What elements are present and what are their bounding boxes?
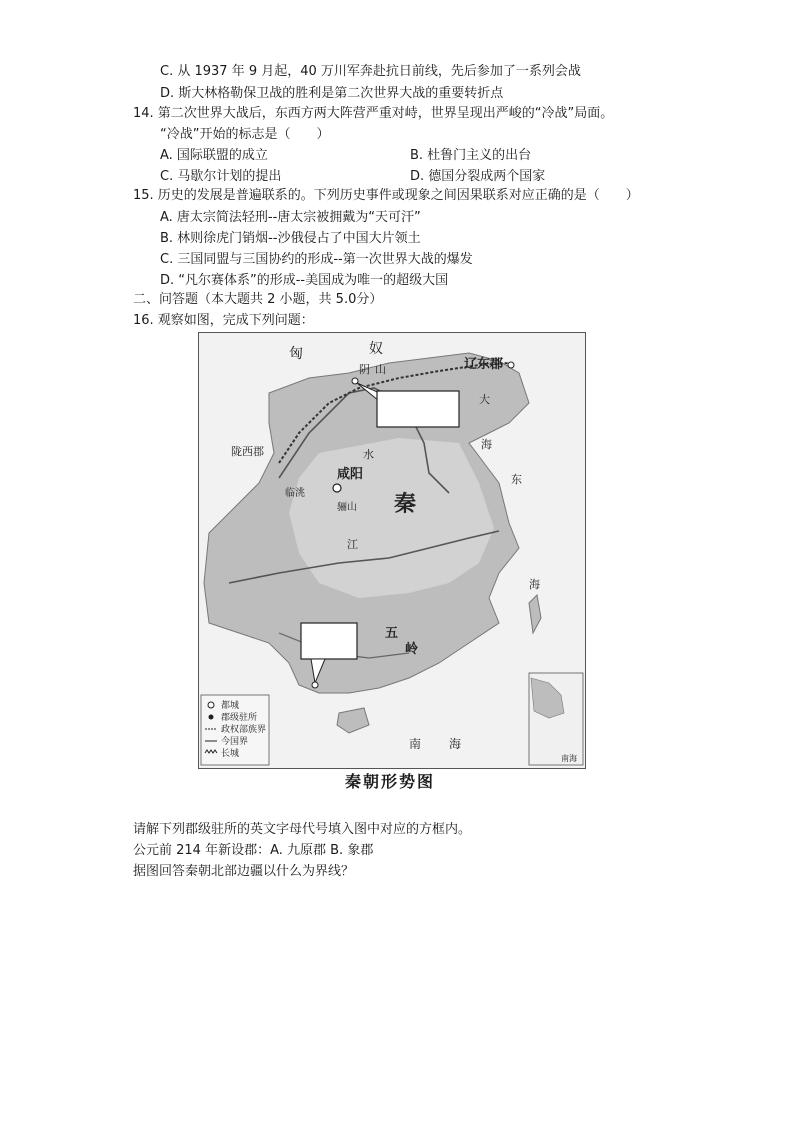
- label-hai2: 海: [529, 578, 540, 591]
- map-caption: 秦朝形势图: [344, 772, 435, 791]
- qin-dynasty-map: [198, 332, 586, 769]
- label-qin: 秦: [394, 491, 417, 517]
- label-longxi: 陇西郡: [231, 445, 264, 458]
- question-14-option-d: D. 德国分裂成两个国家: [410, 169, 546, 184]
- label-shui: 水: [363, 448, 374, 461]
- label-ling: 岭: [405, 642, 419, 657]
- question-14-option-b: B. 杜鲁门主义的出台: [410, 148, 532, 163]
- jiuyuan-marker: [352, 378, 358, 384]
- label-da: 大: [479, 393, 490, 406]
- question-13-option-c: C. 从 1937 年 9 月起，40 万川军奔赴抗日前线，先后参加了一系列会战: [160, 64, 581, 79]
- map-svg: [199, 333, 585, 768]
- inset-label: 南海: [561, 754, 577, 763]
- xianyang-marker: [333, 484, 341, 492]
- label-xiong: 匈: [289, 346, 303, 362]
- label-lintao: 临洮: [285, 488, 305, 499]
- question-14-option-c: C. 马歇尔计划的提出: [160, 169, 282, 184]
- label-liaodong: 辽东郡: [464, 357, 504, 372]
- question-15-option-b: B. 林则徐虎门销烟--沙俄侵占了中国大片领土: [160, 231, 421, 246]
- label-lishan: 骊山: [337, 502, 357, 513]
- label-shan: 山: [375, 363, 386, 376]
- legend-commandery: 郡级驻所: [221, 713, 258, 723]
- question-14-stem-cont: “冷战”开始的标志是（ ）: [160, 127, 330, 142]
- label-hai3: 海: [449, 737, 462, 751]
- question-15-option-c: C. 三国同盟与三国协约的形成--第一次世界大战的爆发: [160, 252, 473, 267]
- legend-commandery-symbol: [209, 715, 214, 720]
- label-nu: 奴: [369, 341, 383, 357]
- question-15-stem: 15. 历史的发展是普遍联系的。下列历史事件或现象之间因果联系对应正确的是（ ）: [133, 188, 639, 203]
- xiang-marker: [312, 682, 318, 688]
- question-14-option-a: A. 国际联盟的成立: [160, 148, 268, 163]
- question-16-subquestion: 据图回答秦朝北部边疆以什么为界线？: [133, 864, 355, 879]
- label-yin: 阴: [359, 363, 370, 376]
- legend-capital: 都城: [221, 701, 240, 711]
- legend-capital-symbol: [208, 702, 214, 708]
- question-15-option-a: A. 唐太宗简法轻刑--唐太宗被拥戴为“天可汗”: [160, 210, 421, 225]
- question-16-instruction: 请解下列郡级驻所的英文字母代号填入图中对应的方框内。: [133, 822, 472, 837]
- question-14-stem: 14. 第二次世界大战后，东西方两大阵营严重对峙，世界呈现出严峻的“冷战”局面。: [133, 106, 614, 121]
- legend-regime-border: 政权部族界: [221, 725, 267, 735]
- label-xianyang: 咸阳: [337, 467, 364, 482]
- question-13-option-d: D. 斯大林格勒保卫战的胜利是第二次世界大战的重要转折点: [160, 86, 504, 101]
- question-16-options: 公元前 214 年新设郡：A. 九原郡 B. 象郡: [133, 843, 374, 858]
- label-hai1: 海: [481, 438, 492, 451]
- answer-box-1: [377, 391, 459, 427]
- label-wu: 五: [385, 626, 399, 641]
- legend-great-wall: 长城: [221, 749, 240, 759]
- section-2-heading: 二、问答题（本大题共 2 小题，共 5.0分）: [133, 292, 383, 307]
- question-15-option-d: D. “凡尔赛体系”的形成--美国成为唯一的超级大国: [160, 273, 449, 288]
- legend-national-border: 今国界: [221, 737, 249, 747]
- answer-box-2: [301, 623, 357, 659]
- label-jiang: 江: [347, 538, 358, 551]
- label-dong: 东: [511, 473, 522, 486]
- question-16-stem: 16. 观察如图，完成下列问题：: [133, 313, 314, 328]
- liaodong-marker: [508, 362, 514, 368]
- label-nan: 南: [409, 737, 422, 751]
